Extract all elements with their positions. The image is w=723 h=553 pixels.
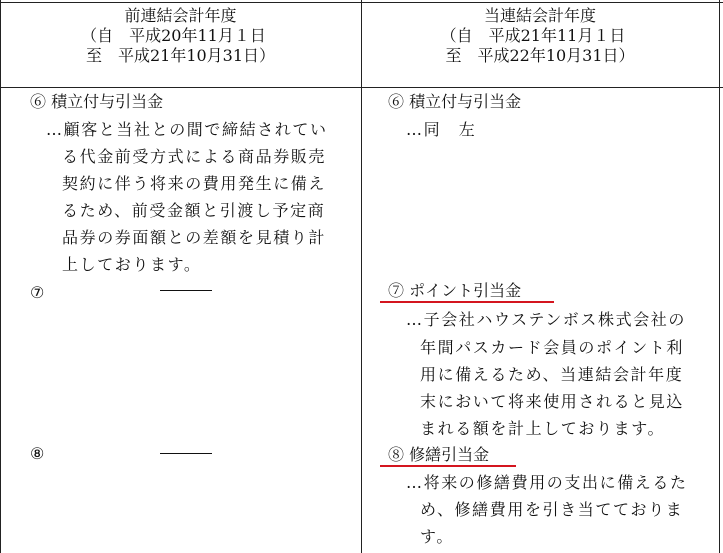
table-left-border [0,0,1,553]
prev-item6-line-4: るため、前受金額と引渡し予定商 [62,201,326,220]
table-right-border [719,0,720,553]
curr-item7-line-5: まれる額を計上しております。 [420,419,666,438]
curr-item7-line-3: 用に備えるため、当連結会計年度 [420,365,684,384]
prev-item6-line-5: 品券の券面額との差額を見積り計 [62,228,327,247]
prev-item6-line-3: 契約に伴う将来の費用発生に備え [62,174,327,193]
curr-item8-line-2: め、修繕費用を引き当てておりま [420,500,684,519]
curr-item8-red-underline [380,465,516,467]
prev-item6-title: ⑥ 積立付与引当金 [30,92,164,111]
header-previous-to: 至 平成21年10月31日） [85,46,276,65]
curr-item7-title: ⑦ ポイント引当金 [388,281,522,300]
curr-item7-line-1: …子会社ハウステンボス株式会社の [406,310,687,329]
curr-item7-red-underline [380,301,554,303]
prev-item7-number: ⑦ [30,283,45,302]
prev-item8-number: ⑧ [30,444,45,463]
curr-item7-line-4: 末において将来使用されると見込 [420,392,685,411]
header-current-title: 当連結会計年度 [483,6,596,25]
curr-item6-title: ⑥ 積立付与引当金 [388,92,522,111]
prev-item6-line-2: る代金前受方式による商品券販売 [62,147,327,166]
prev-item6-line-6: 上しております。 [62,255,202,274]
curr-item8-line-3: す。 [420,527,454,546]
prev-item7-dash [160,290,212,291]
prev-item6-line-1: …顧客と当社との間で締結されてい [46,120,328,139]
header-current-year [361,6,719,66]
column-divider [361,0,362,553]
header-current-from: （自 平成21年11月１日 [440,26,626,45]
table-top-border [0,2,723,3]
header-previous-from: （自 平成20年11月１日 [81,26,266,45]
curr-item7-line-2: 年間パスカード会員のポイント利 [420,338,685,357]
prev-item8-dash [160,453,212,454]
header-previous-title: 前連結会計年度 [124,6,237,25]
curr-item6-line: …同 左 [406,120,477,139]
curr-item8-title: ⑧ 修繕引当金 [388,445,490,464]
header-previous-year [0,6,361,66]
curr-item8-line-1: …将来の修繕費用の支出に備えるた [406,473,688,492]
header-current-to: 至 平成22年10月31日） [445,46,635,65]
